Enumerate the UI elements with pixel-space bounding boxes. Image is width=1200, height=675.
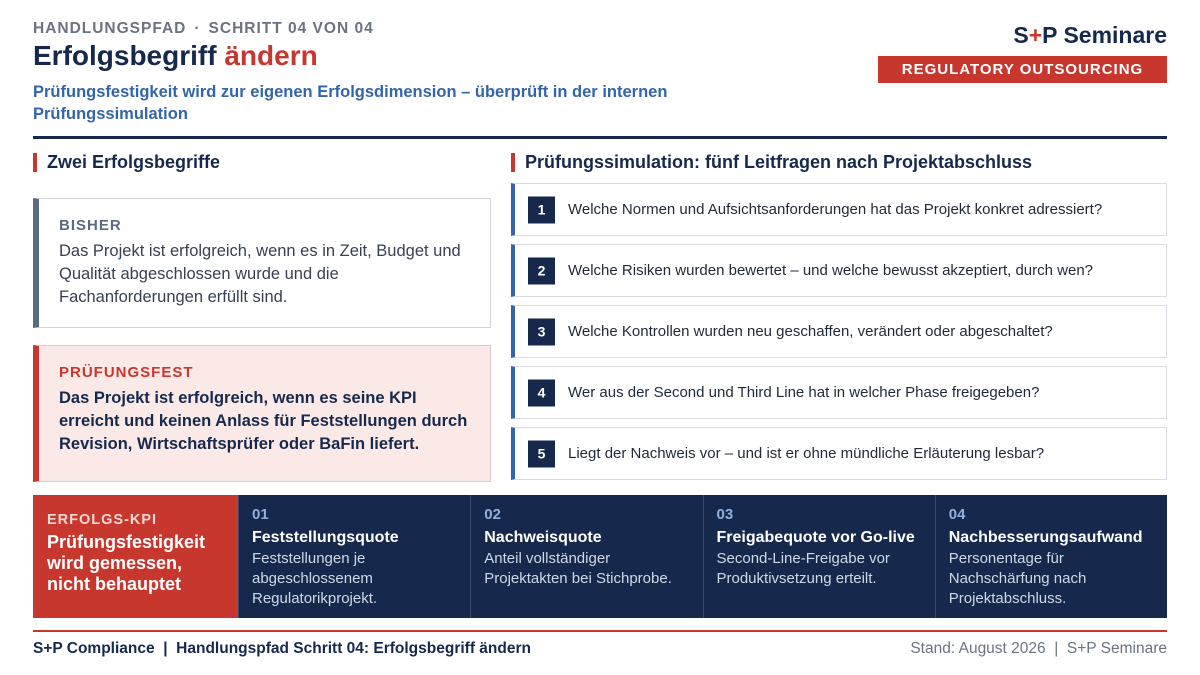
kpi-number: 03 [716, 506, 734, 523]
step-kicker [33, 20, 374, 38]
footer-divider [33, 630, 1167, 632]
kpi-item-3 [703, 495, 935, 618]
question-text: Wer aus der Second und Third Line hat in welcher Phase freigegeben? [568, 383, 1040, 401]
section-heading-left: Zwei Erfolgsbegriffe [33, 152, 220, 173]
kpi-lead-text: Prüfungsfestigkeit wird gemessen, nicht behauptet [47, 532, 206, 594]
title-accent: ändern [224, 40, 318, 71]
question-item-3 [511, 305, 1167, 358]
kpi-number: 01 [252, 506, 269, 523]
brand-plus: + [1028, 22, 1043, 48]
title-main: Erfolgsbegriff [33, 40, 217, 71]
question-text: Welche Kontrollen wurden neu geschaffen, verändert oder abgeschaltet? [568, 322, 1053, 340]
kpi-number: 02 [484, 506, 501, 523]
section-heading-right: Prüfungssimulation: fünf Leitfragen nach Projektabschluss [511, 152, 1032, 173]
category-tag: REGULATORY OUTSOURCING [878, 56, 1167, 83]
kpi-title: Feststellungsquote [252, 529, 399, 546]
question-text: Liegt der Nachweis vor – und ist er ohne mündliche Erläuterung lesbar? [568, 444, 1045, 462]
page-title [33, 40, 318, 72]
kpi-lead-label: ERFOLGS-KPI [47, 512, 158, 528]
brand-post: P Seminare [1042, 22, 1167, 48]
header-divider [33, 136, 1167, 139]
card-bisher-text: Das Projekt ist erfolgreich, wenn es in Zeit, Budget und Qualität abgeschlossen wurde und die Fachanforderungen erfüllt sind. [59, 242, 461, 306]
question-item-4 [511, 366, 1167, 419]
kpi-description: Personentage für Nachschärfung nach Projektabschluss. [948, 550, 1087, 607]
brand-pre: S [1013, 22, 1029, 48]
question-text: Welche Normen und Aufsichtsanforderungen hat das Projekt konkret adressiert? [568, 200, 1103, 218]
kicker-step: SCHRITT 04 VON 04 [208, 20, 374, 37]
question-list [511, 183, 1167, 488]
card-bisher-label: BISHER [59, 217, 122, 234]
kpi-item-2 [470, 495, 702, 618]
kpi-title: Nachweisquote [484, 529, 602, 546]
question-number-badge: 2 [528, 257, 555, 284]
card-pruefungsfest-label: PRÜFUNGSFEST [59, 364, 194, 381]
kpi-title: Nachbesserungsaufwand [948, 529, 1143, 546]
kpi-item-1 [238, 495, 470, 618]
question-number-badge: 4 [528, 379, 555, 406]
page-subtitle: Prüfungsfestigkeit wird zur eigenen Erfolgsdimension – überprüft in der internen Prüfungssimulation [33, 83, 668, 123]
question-item-2 [511, 244, 1167, 297]
brand-logo [1013, 22, 1167, 49]
kicker-separator: · [194, 20, 201, 37]
kicker-path: HANDLUNGSPFAD [33, 20, 187, 37]
card-pruefungsfest [33, 345, 491, 482]
card-pruefungsfest-text: Das Projekt ist erfolgreich, wenn es seine KPI erreicht und keinen Anlass für Feststellungen durch Revision, Wirtschaftsprüfer oder BaFin liefert. [59, 389, 468, 453]
kpi-description: Second-Line-Freigabe vor Produktivsetzung erteilt. [716, 550, 890, 587]
kpi-number: 04 [948, 506, 966, 523]
footer-left-text: S+P Compliance | Handlungspfad Schritt 04: Erfolgsbegriff ändern [33, 640, 531, 657]
question-item-1 [511, 183, 1167, 236]
question-number-badge: 1 [528, 196, 555, 223]
card-bisher [33, 198, 491, 328]
footer-right-text: Stand: August 2026 | S+P Seminare [910, 640, 1167, 657]
kpi-lead-panel [33, 495, 238, 618]
kpi-title: Freigabequote vor Go-live [716, 529, 915, 546]
kpi-description: Anteil vollständiger Projektakten bei Stichprobe. [484, 550, 672, 587]
kpi-band [33, 495, 1167, 618]
kpi-description: Feststellungen je abgeschlossenem Regulatorikprojekt. [252, 550, 378, 607]
question-number-badge: 3 [528, 318, 555, 345]
question-text: Welche Risiken wurden bewertet – und welche bewusst akzeptiert, durch wen? [568, 261, 1093, 279]
question-number-badge: 5 [528, 440, 555, 467]
question-item-5 [511, 427, 1167, 480]
kpi-item-4 [935, 495, 1167, 618]
